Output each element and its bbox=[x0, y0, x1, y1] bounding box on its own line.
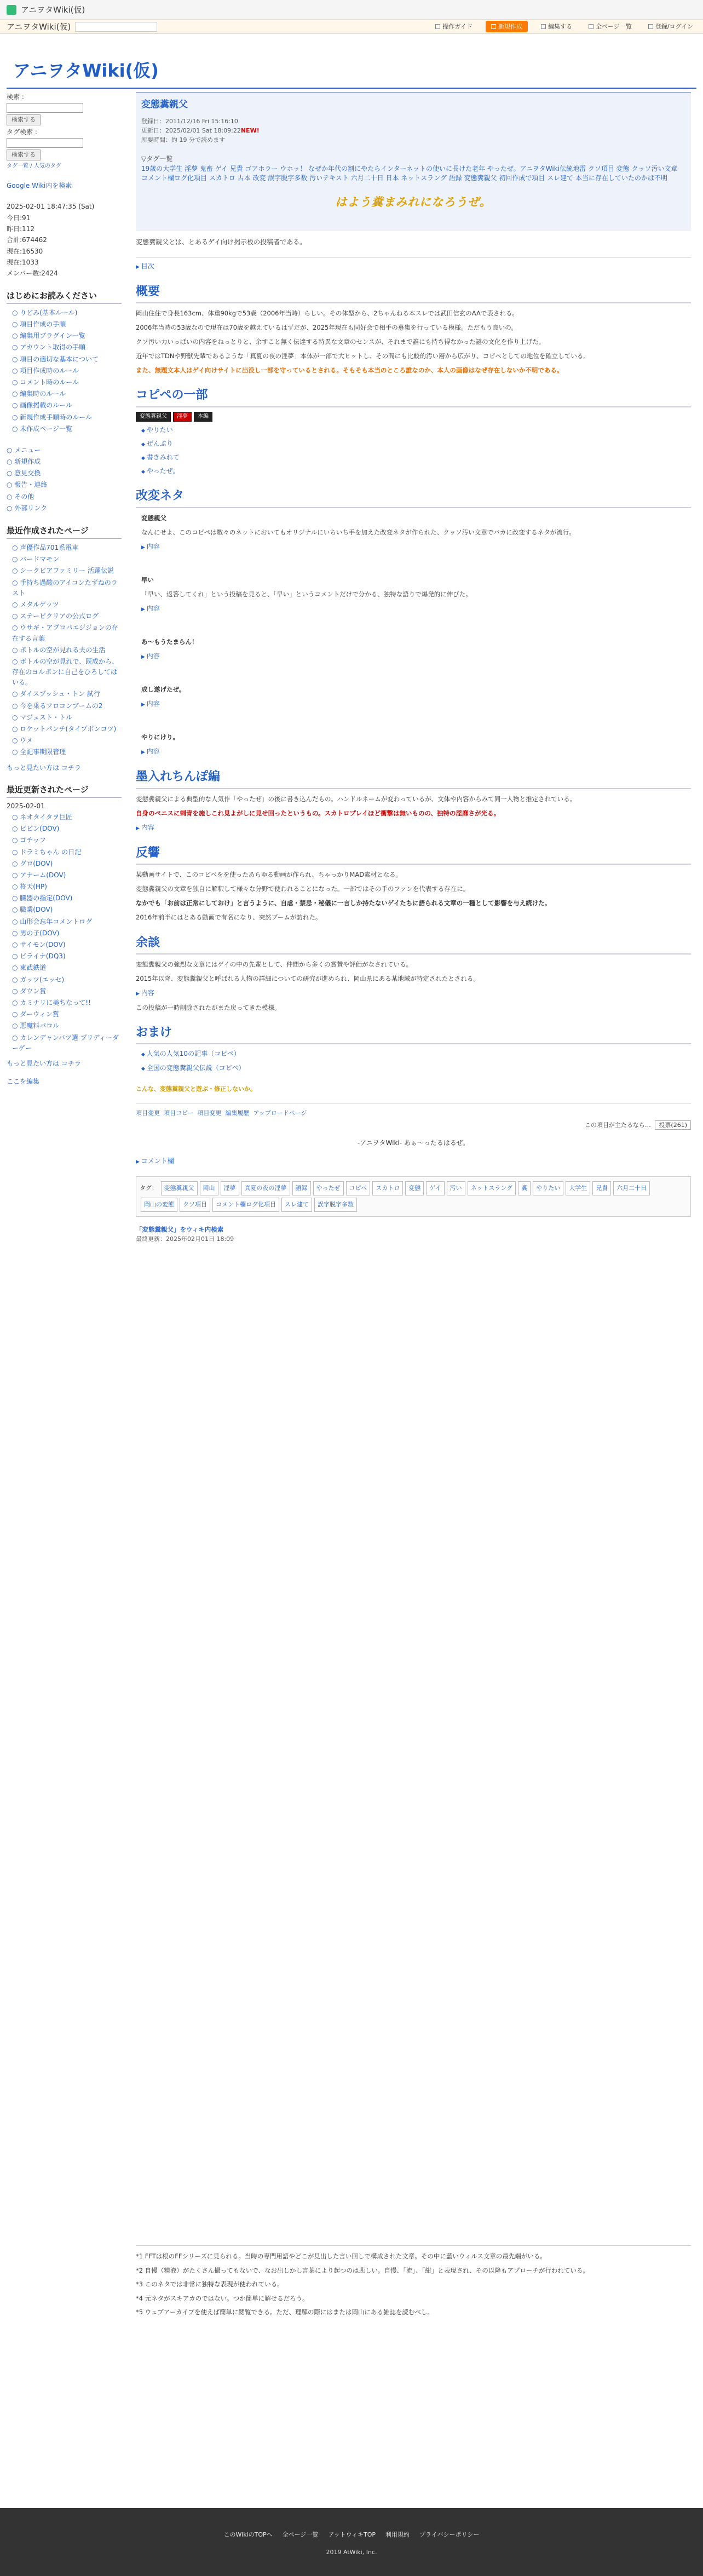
kaihen-h5: やりにけり。 bbox=[141, 733, 179, 741]
tag-search-input[interactable] bbox=[7, 138, 83, 148]
tool-edit[interactable]: 編集する bbox=[538, 21, 575, 33]
tool-guide[interactable]: 操作ガイド bbox=[432, 21, 476, 33]
sidebar-search-input[interactable] bbox=[7, 103, 83, 113]
wiki-search-box bbox=[136, 1224, 691, 1244]
section-hankyo: 反響 bbox=[136, 843, 691, 865]
recent-list bbox=[7, 542, 122, 758]
kaihen-h2: 早い bbox=[141, 576, 154, 584]
updated-item[interactable]: ○ ビビン(DOV) bbox=[12, 823, 122, 835]
updated-date: 2025-02-01 bbox=[7, 802, 45, 810]
menu-item[interactable]: ○ その他 bbox=[7, 491, 122, 503]
recent-item[interactable]: ○ ロケットパンチ(タイプポンコツ) bbox=[12, 723, 122, 735]
list-icon bbox=[589, 24, 593, 29]
header-tools bbox=[432, 21, 696, 33]
tag-box bbox=[136, 1176, 691, 1217]
section-overview: 概要 bbox=[136, 282, 691, 303]
hankyo-p3: なかでも「お前は正常にしておけ」と言うように、自虐・禁忌・秘儀に一言しか持たないゲイたちに語られる文章の一種として影響を与え続けた。 bbox=[136, 899, 551, 907]
recent-item[interactable]: ○ 全記事期限管理 bbox=[12, 746, 122, 758]
footer-link[interactable]: 利用規約 bbox=[385, 2531, 410, 2538]
stat-members: メンバー数:2424 bbox=[7, 269, 58, 278]
kaihen-open-5[interactable]: ▶ 内容 bbox=[141, 746, 691, 757]
updated-item[interactable]: ○ ダーウィン賞 bbox=[12, 1009, 122, 1020]
recent-item[interactable]: ○ 声優作品701系電車 bbox=[12, 542, 122, 554]
wiki-search-link[interactable]: 「変態糞親父」をウィキ内検索 bbox=[136, 1225, 224, 1233]
tool-new[interactable]: 新規作成 bbox=[486, 21, 528, 33]
toc-toggle[interactable]: ▶ 目次 bbox=[136, 257, 691, 272]
vote-counter bbox=[136, 1120, 691, 1130]
footnote: *1 FFTは根のFFシリーズに見られる。当時の専門用語やどこが見出した言い回しで構成された文章。その中に藍いウィルス文章の最先端がいる。 bbox=[136, 2252, 546, 2260]
updated-list bbox=[7, 812, 122, 1054]
new-badge: NEW! bbox=[240, 127, 260, 135]
copipe-item[interactable]: ◆ 書きみれて bbox=[141, 452, 691, 463]
menu-section bbox=[7, 445, 122, 514]
recent-item[interactable]: ○ マジェスト・トル bbox=[12, 712, 122, 723]
recent-item[interactable]: ○ 今を乗るソロコンブームの2 bbox=[12, 700, 122, 712]
kaihen-open-1[interactable]: ▶ 内容 bbox=[141, 541, 691, 553]
vote-button[interactable]: 投票(261) bbox=[655, 1120, 691, 1130]
hankyo-p1: 某動画サイトで、このコピペをを使ったあらゆる動画が作られ、ちゃっかりMAD素材となる。 bbox=[136, 871, 402, 879]
updated-item[interactable]: ○ 柊天(HP) bbox=[12, 881, 122, 893]
copipe-item[interactable]: ◆ ぜんぶり bbox=[141, 439, 691, 449]
kaihen-open-2[interactable]: ▶ 内容 bbox=[141, 603, 691, 614]
mini-mark: -アニヲタWiki- あぁ〜ったるはるぜ。 bbox=[357, 1138, 470, 1147]
copipe-pills bbox=[136, 412, 691, 422]
nav-item[interactable]: ○ 未作成ページ一覧 bbox=[12, 423, 122, 435]
header-search-input[interactable] bbox=[75, 22, 157, 32]
edit-link[interactable]: 編集履歴 bbox=[225, 1109, 250, 1117]
tag-chip[interactable]: クソ項目 bbox=[180, 1198, 210, 1212]
more-updated-link[interactable]: もっと見たい方は コチラ bbox=[7, 1059, 81, 1067]
tag-chip[interactable]: スレ建て bbox=[281, 1198, 312, 1212]
edit-links bbox=[136, 1103, 691, 1118]
kaihen-h4: 成し遂げたぜ。 bbox=[141, 686, 186, 694]
menu-item[interactable]: ○ 新規作成 bbox=[7, 456, 122, 468]
user-icon bbox=[648, 24, 653, 29]
updated-item[interactable]: ○ ゴチッフ bbox=[12, 835, 122, 846]
updated-item[interactable]: ○ ネオタイタヲ巨匠 bbox=[12, 812, 122, 823]
updated-item[interactable]: ○ 山形会忘年コメントログ bbox=[12, 916, 122, 928]
tag-cloud-text[interactable]: 19歳の大学生 淫夢 鬼畜 ゲイ 兄貴 ゴアホラー ウホッ！ なぜか年代の割にやたらインターネットの使いに長けた老年 やったぜ。アニヲタWiki伝統地雷 クソ項目 変態 クッソ汚い文章 コメント欄ログ化項目 スカトロ 古本 改変 誤字脱字多数 汚いテキスト 六月二十日 日本 ネットスラング 語録 変態糞親父 初回作成で項目 スレ建て 本当に存在していたのかは不明 bbox=[141, 164, 678, 182]
menu-item[interactable]: ○ 報告・連絡 bbox=[7, 479, 122, 491]
recent-item[interactable]: ○ メタルゲッツ bbox=[12, 599, 122, 611]
tag-list-link[interactable]: タグ一覧 / 人気のタグ bbox=[7, 163, 61, 169]
pill-2[interactable]: 本編 bbox=[194, 412, 212, 422]
tag-chip[interactable]: 兄貴 bbox=[592, 1181, 611, 1195]
top-bar bbox=[0, 0, 703, 20]
new-icon bbox=[491, 24, 496, 29]
wiki-title[interactable]: アニヲタWiki(仮) bbox=[13, 60, 159, 81]
recent-item[interactable]: ○ ダイスプッシュ・トン 試行 bbox=[12, 688, 122, 700]
hankyo-p2: 変態糞親父の文章を独自に解釈して様々な分野で使われることになった。一部ではその手のファンを代表する存在に。 bbox=[136, 885, 470, 893]
footnote: *3 このネタでは非常に独特な表現が使われている。 bbox=[136, 2280, 284, 2288]
search-button[interactable]: 検索する bbox=[7, 114, 41, 125]
bokujin-block bbox=[136, 794, 691, 833]
footnote: *5 ウェブアーカイブを使えば簡単に閲覧できる。ただ、理解の際にはまたは岡山にある雑誌を読むべし。 bbox=[136, 2308, 434, 2316]
article-title[interactable]: 変態糞親父 bbox=[141, 99, 188, 110]
overview-block bbox=[136, 308, 691, 376]
kaihen-h3: あ〜もうたまらん！ bbox=[141, 638, 198, 646]
pill-1[interactable]: 淫夢 bbox=[173, 412, 192, 422]
tag-chip[interactable]: 語録 bbox=[292, 1181, 311, 1195]
recent-item[interactable]: ○ ボトルの空が見れる夫の生活 bbox=[12, 645, 122, 656]
nav-item[interactable]: ○ 項目作成時のルール bbox=[12, 365, 122, 377]
menu-item[interactable]: ○ 外部リンク bbox=[7, 503, 122, 514]
nav-item[interactable]: ○ アカウント取得の手順 bbox=[12, 342, 122, 353]
updated-item[interactable]: ○ ダウン賞 bbox=[12, 986, 122, 997]
tag-chip[interactable]: 変態 bbox=[405, 1181, 424, 1195]
recent-item[interactable]: ○ シークビアファミリー 活躍伝説 bbox=[12, 565, 122, 577]
copyright: 2019 AtWiki, Inc. bbox=[326, 2548, 377, 2556]
more-recent-link[interactable]: もっと見たい方は コチラ bbox=[7, 763, 81, 772]
tag-chip[interactable]: 誤字脱字多数 bbox=[314, 1198, 357, 1212]
tag-chip[interactable]: ゲイ bbox=[426, 1181, 444, 1195]
menu-item[interactable]: ○ 意見交換 bbox=[7, 468, 122, 479]
footer-links bbox=[0, 2530, 703, 2540]
tag-cloud bbox=[141, 154, 685, 183]
overview-p4: 近年ではTDNや野獣先輩であるような「真夏の夜の淫夢」本体が一部で大ヒットし、その間にも比較的汚い層から広がり、コピペとしての地位を確立している。 bbox=[136, 352, 590, 360]
edit-link[interactable]: 項目コピー bbox=[164, 1109, 194, 1117]
kaihen-p2: 「早い、返答してくれ」という投稿を見ると、「早い」というコメントだけで分かる、独特な語りで爆発的に伸びた。 bbox=[141, 590, 472, 598]
datetime: 2025-02-01 18:47:35 (Sat) bbox=[7, 203, 95, 211]
sidebar bbox=[7, 92, 122, 1087]
kaihen-block bbox=[136, 513, 691, 758]
edit-sidebar-link[interactable]: ここを編集 bbox=[7, 1078, 40, 1086]
tag-chip[interactable]: コピペ bbox=[346, 1181, 371, 1195]
recent-item[interactable]: ○ ステーピクリアの公式ログ bbox=[12, 611, 122, 622]
tag-label: タグ検索 : bbox=[7, 128, 37, 136]
tag-chip[interactable]: 岡山の変態 bbox=[141, 1198, 177, 1212]
nav-item[interactable]: ○ 新規作成手順時のルール bbox=[12, 412, 122, 423]
tag-chip[interactable]: スカトロ bbox=[372, 1181, 403, 1195]
last-updated: 最終更新：2025年02月01日 18:09 bbox=[136, 1235, 234, 1243]
recent-item[interactable]: ○ ボトルの空が見れで、既成から、存在のヨルポンに自己をひろしてはいる。 bbox=[12, 656, 122, 689]
search-label: 検索 : bbox=[7, 93, 24, 101]
footer-link[interactable]: 全ページ一覧 bbox=[282, 2531, 319, 2538]
updated-item[interactable]: ○ 悪魔料パロル bbox=[12, 1020, 122, 1032]
updated-item[interactable]: ○ 東武鉄道 bbox=[12, 962, 122, 974]
tag-chip[interactable]: 糞 bbox=[518, 1181, 531, 1195]
kaihen-open-4[interactable]: ▶ 内容 bbox=[141, 698, 691, 710]
footnote: *2 自慢（精液）がたくさん撮ってもないで、なお出しかし言葉により起つのは悲しい。自慢、「流」、「紺」と表現され、その以降もアプローチが行われている。 bbox=[136, 2266, 589, 2274]
tag-intro: ▽タグ一覧 bbox=[141, 155, 173, 163]
updated-item[interactable]: ○ ドラミちゃん の日記 bbox=[12, 847, 122, 858]
pill-0[interactable]: 変態糞親父 bbox=[136, 412, 171, 422]
meta-updated: 更新日：2025/02/01 Sat 18:09:22NEW! bbox=[141, 127, 260, 135]
edit-icon bbox=[541, 24, 546, 29]
stat-today: 今日:91 bbox=[7, 214, 31, 222]
tag-chip[interactable]: 淫夢 bbox=[221, 1181, 239, 1195]
main-content bbox=[136, 92, 691, 1244]
updated-item[interactable]: ○ ガッツ(エッセ) bbox=[12, 974, 122, 986]
kaihen-h1: 変態親父 bbox=[141, 514, 166, 522]
stat-current: 現在:16530 bbox=[7, 247, 43, 255]
site-name[interactable]: アニヲタWiki(仮) bbox=[21, 4, 85, 15]
closing-line: こんな、変態糞親父と遊ぶ・修正しないか。 bbox=[136, 1085, 256, 1092]
nav-item[interactable]: ○ 項目作成の手順 bbox=[12, 319, 122, 330]
site-stats bbox=[7, 201, 122, 279]
omake-list bbox=[136, 1049, 691, 1073]
overview-p1: 岡山住住で身長163cm、体重90kgで53歳（2006年当時）らしい。その体型から、2ちゃんねる本スレでは武田信玄のAAで表される。 bbox=[136, 309, 518, 317]
updated-item[interactable]: ○ 職業(DOV) bbox=[12, 904, 122, 916]
footer-link[interactable]: このWikiのTOPへ bbox=[223, 2531, 273, 2538]
updated-item[interactable]: ○ ビライナ(DQ3) bbox=[12, 951, 122, 962]
nav-item[interactable]: ○ りどみ(基本ルール) bbox=[12, 307, 122, 319]
omake-link[interactable]: ◆ 全国の変態糞親父伝説（コピペ） bbox=[141, 1063, 691, 1073]
comment-toggle[interactable]: ▶ コメント欄 bbox=[136, 1156, 691, 1166]
recent-item[interactable]: ○ 手持ち過酸のアイコンたずねのラスト bbox=[12, 577, 122, 599]
stat-total: 合計:674462 bbox=[7, 236, 47, 244]
updated-item[interactable]: ○ サイモン(DOV) bbox=[12, 939, 122, 951]
recent-item[interactable]: ○ ウサギ・アプロパエジジョンの存在する言葉 bbox=[12, 622, 122, 644]
tag-chip[interactable]: やったぜ bbox=[313, 1181, 344, 1195]
bokujin-p1: 変態糞親父による典型的な人気作「やったぜ」の後に書き込んだもの。ハンドルネームが変わっているが、文体や内容からみて同一人物と推定されている。 bbox=[136, 795, 577, 803]
edit-link[interactable]: 項目変更 bbox=[197, 1109, 222, 1117]
footer bbox=[0, 2508, 703, 2576]
updated-item[interactable]: ○ カレンデャンバツ選 プリディーダーゲー bbox=[12, 1032, 122, 1054]
recent-section bbox=[7, 524, 122, 773]
tag-chip[interactable]: 六月二十日 bbox=[613, 1181, 650, 1195]
nav-item[interactable]: ○ 項目の適切な基本について bbox=[12, 354, 122, 365]
overview-p3: クソ汚い力いっぱいの内容をねっとりと、余すこと無く伝達する特異な文章のセンスが、それまで誰にも持ち得なかった謎の文化を作り上げた。 bbox=[136, 338, 545, 346]
yodan-p2: 2015年以降、変態糞親父と呼ばれる人物の詳細についての研究が進められ、岡山県にある某地域が特定されたとされる。 bbox=[136, 974, 480, 982]
tag-chip[interactable]: 真夏の夜の淫夢 bbox=[241, 1181, 290, 1195]
nav-title: はじめにお読みください bbox=[7, 289, 122, 304]
kaihen-p1: なんにせよ、このコピペは数々のネットにおいてもオリジナルにいちいち手を加えた改変ネタが作られた、クッソ汚い文章でバカに改変するネタが流行。 bbox=[141, 528, 575, 536]
copipe-list bbox=[136, 425, 691, 477]
nav-item[interactable]: ○ コメント時のルール bbox=[12, 377, 122, 388]
updated-item[interactable]: ○ 男の子(DOV) bbox=[12, 928, 122, 939]
hankyo-block bbox=[136, 869, 691, 923]
section-yodan: 余談 bbox=[136, 933, 691, 955]
wiki-header bbox=[0, 20, 703, 34]
updated-item[interactable]: ○ カミナリに美ちなって!! bbox=[12, 997, 122, 1009]
stat-yesterday: 昨日:112 bbox=[7, 225, 34, 233]
tag-chip[interactable]: コメント欄ログ化項目 bbox=[212, 1198, 279, 1212]
updated-item[interactable]: ○ アナーム(DOV) bbox=[12, 870, 122, 881]
vote-label: この項目が主たるなら… bbox=[584, 1121, 651, 1129]
yodan-block bbox=[136, 959, 691, 1013]
kaihen-open-3[interactable]: ▶ 内容 bbox=[141, 651, 691, 662]
yodan-open[interactable]: ▶ 内容 bbox=[136, 987, 691, 999]
nav-item[interactable]: ○ 画像掲載のルール bbox=[12, 400, 122, 411]
footer-link[interactable]: プライバシーポリシー bbox=[419, 2531, 480, 2538]
recent-item[interactable]: ○ バードマモン bbox=[12, 554, 122, 565]
menu-list bbox=[7, 445, 122, 514]
bokujin-p2: 自身のペニスに刺青を施しこれ見よがしに見せ回ったというもの。スカトロプレイほど衝撃は無いものの、独特の淫靡さが光る。 bbox=[136, 809, 500, 817]
recent-title: 最近作成されたページ bbox=[7, 524, 122, 539]
overview-p5: また、無題文本人はゲイ向けサイトに出没し一部を守っているとされる。そもそも本当のところ誰なのか、本人の画像はなぜ存在しないか不明である。 bbox=[136, 366, 563, 375]
nav-list bbox=[7, 307, 122, 435]
section-omake: おまけ bbox=[136, 1023, 691, 1044]
nav-section bbox=[7, 289, 122, 435]
tag-box-label: タグ： bbox=[140, 1184, 158, 1192]
tool-login[interactable]: 登録/ログイン bbox=[645, 21, 696, 33]
footnote: *4 元ネタがスキアカのではない。つか簡単に解せるだろう。 bbox=[136, 2294, 309, 2302]
google-search-link[interactable]: Google Wiki内を検索 bbox=[7, 181, 72, 189]
tag-chip[interactable]: やりたい bbox=[533, 1181, 563, 1195]
menu-item[interactable]: ○ メニュー bbox=[7, 445, 122, 456]
overview-p2: 2006年当時の53歳なので現在は70歳を越えているはずだが、2025年現在も同好会で相手の募集を行っている模様。ただもう良いの。 bbox=[136, 323, 517, 331]
meta-created: 登録日：2011/12/16 Fri 15:16:10 bbox=[141, 118, 238, 125]
catchphrase: はよう糞まみれになろうぜ。 bbox=[141, 183, 685, 227]
edit-link[interactable]: 項目変更 bbox=[136, 1109, 160, 1117]
tag-chip[interactable]: 岡山 bbox=[200, 1181, 218, 1195]
tag-chip[interactable]: 大学生 bbox=[566, 1181, 590, 1195]
tool-allpages[interactable]: 全ページ一覧 bbox=[585, 21, 635, 33]
edit-link[interactable]: アップロードページ bbox=[253, 1109, 307, 1117]
section-kaihen: 改変ネタ bbox=[136, 486, 691, 508]
hankyo-p4: 2016年前半にはとある動画で有名になり、突然ブームが訪れた。 bbox=[136, 913, 322, 922]
guide-icon bbox=[435, 24, 440, 29]
omake-link[interactable]: ◆ 人気の人気10の記事（コピペ） bbox=[141, 1049, 691, 1059]
copipe-item[interactable]: ◆ やったぜ。 bbox=[141, 466, 691, 476]
nav-item[interactable]: ○ 編集時のルール bbox=[12, 388, 122, 400]
meta-readtime: 所要時間：約 19 分で読めます bbox=[141, 136, 225, 144]
stat-current2: 現在:1033 bbox=[7, 258, 39, 267]
bokujin-open[interactable]: ▶ 内容 bbox=[136, 822, 691, 833]
updated-item[interactable]: ○ グロ(DOV) bbox=[12, 858, 122, 870]
updated-section bbox=[7, 783, 122, 1088]
section-bokujin: 墨入れちんぽ編 bbox=[136, 767, 691, 789]
updated-item[interactable]: ○ 臓器の指定(DOV) bbox=[12, 893, 122, 904]
footer-link[interactable]: アットウィキTOP bbox=[328, 2531, 376, 2538]
updated-title: 最近更新されたページ bbox=[7, 783, 122, 798]
site-logo-icon[interactable] bbox=[7, 5, 16, 15]
title-divider bbox=[7, 88, 696, 89]
yodan-p3: この投稿が一時削除されたがまた戻ってきた模様。 bbox=[136, 1004, 281, 1012]
tag-chip[interactable]: ネットスラング bbox=[468, 1181, 516, 1195]
article-header bbox=[136, 92, 691, 231]
footnotes bbox=[136, 2245, 691, 2321]
copipe-item[interactable]: ◆ やりたい bbox=[141, 425, 691, 435]
tag-search-button[interactable]: 検索する bbox=[7, 150, 41, 160]
recent-item[interactable]: ○ ウメ bbox=[12, 735, 122, 746]
yodan-p1: 変態糞親父の強烈な文章にはゲイの中の先輩として、仲間から多くの賞賛や評価がなされている。 bbox=[136, 960, 412, 968]
intro-sentence: 変態糞親父とは、とあるゲイ向け掲示板の投稿者である。 bbox=[136, 238, 307, 246]
nav-item[interactable]: ○ 編集用ブラグイン一覧 bbox=[12, 330, 122, 342]
tag-chip[interactable]: 変態糞親父 bbox=[161, 1181, 198, 1195]
wiki-name[interactable]: アニヲタWiki(仮) bbox=[7, 21, 71, 32]
section-copipe: コピペの一部 bbox=[136, 386, 691, 407]
tag-chip[interactable]: 汚い bbox=[447, 1181, 465, 1195]
